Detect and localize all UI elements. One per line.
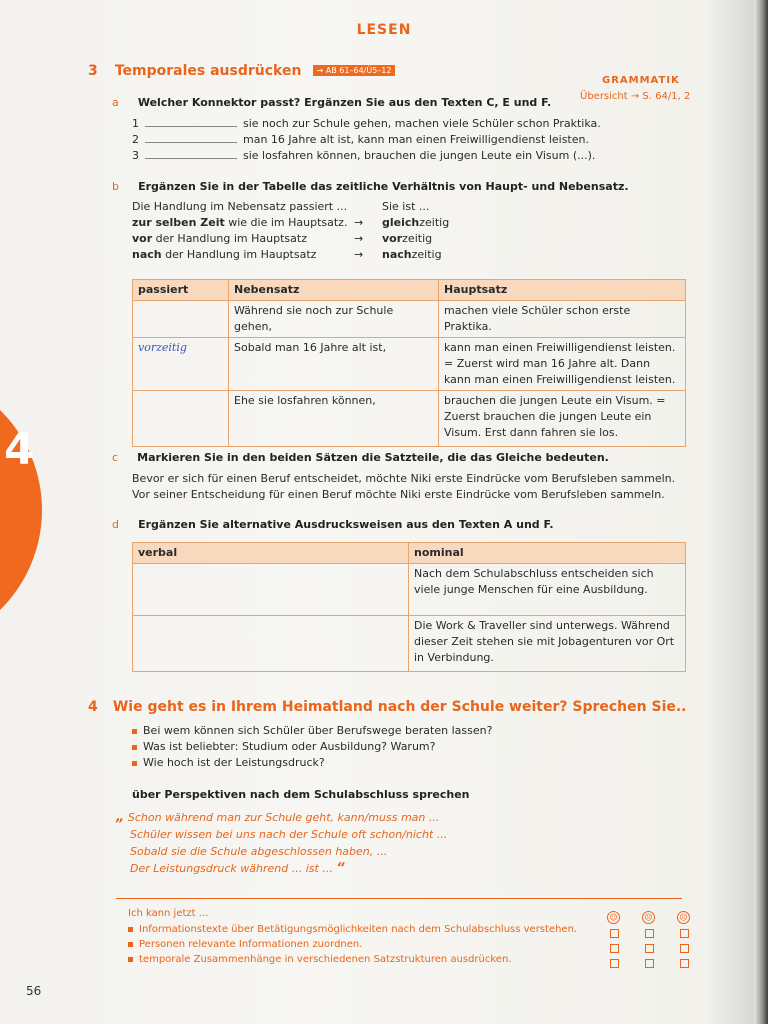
sentence-1[interactable]: Bevor er sich für einen Beruf entscheidet, möchte Niki erste Eindrücke vom Berufsleben sammeln. — [132, 472, 676, 485]
verbal-cell[interactable] — [133, 616, 409, 672]
page-number: 56 — [26, 984, 42, 998]
table-row — [133, 616, 686, 672]
verbal-nominal-table — [132, 542, 686, 672]
gap-blank[interactable] — [145, 117, 237, 127]
gap-item-2: 2 man 16 Jahre alt ist, kann man einen Freiwilligendienst leisten. — [132, 133, 589, 146]
grammar-ref: Übersicht → S. 64/1, 2 — [580, 91, 691, 102]
table-row — [133, 301, 686, 338]
gap-item-1: 1 sie noch zur Schule gehen, machen viele Schüler schon Praktika. — [132, 117, 601, 130]
can-do-intro: Ich kann jetzt ... — [128, 908, 209, 919]
exercise-a — [112, 91, 551, 110]
nebensatz-cell: Sobald man 16 Jahre alt ist, — [229, 338, 439, 391]
temporal-table — [132, 279, 686, 447]
checkbox[interactable] — [680, 944, 689, 953]
checkbox[interactable] — [645, 944, 654, 953]
quote-open-icon: „ — [116, 810, 125, 825]
list-item: Was ist beliebter: Studium oder Ausbildung? Warum? — [132, 739, 492, 755]
passiert-cell[interactable] — [133, 391, 229, 447]
checkbox[interactable] — [645, 959, 654, 968]
checkbox[interactable] — [610, 959, 619, 968]
list-item: temporale Zusammenhänge in verschiedenen Satzstrukturen ausdrücken. — [128, 952, 598, 967]
grammar-label: GRAMMATIK — [602, 75, 680, 86]
hauptsatz-cell: brauchen die jungen Leute ein Visum. = Zuerst brauchen die jungen Leute ein Visum. Erst dann fahren sie los. — [439, 391, 686, 447]
table-row — [133, 391, 686, 447]
neutral-face-icon: ☹ — [642, 911, 655, 924]
can-do-divider — [116, 898, 682, 899]
exercise-d: d Ergänzen Sie alternative Ausdrucksweisen aus den Texten A und F. — [112, 518, 554, 531]
page-header: LESEN — [356, 22, 412, 38]
quote-close-icon: “ — [336, 861, 345, 876]
exercise-c: c Markieren Sie in den beiden Sätzen die Satzteile, die das Gleiche bedeuten. — [112, 451, 609, 464]
passiert-cell[interactable] — [133, 338, 229, 391]
checkbox[interactable] — [680, 959, 689, 968]
section-4-heading — [88, 696, 687, 715]
nebensatz-cell: Ehe sie losfahren können, — [229, 391, 439, 447]
section-number: 4 — [88, 699, 98, 715]
sentence-2[interactable]: Vor seiner Entscheidung für einen Beruf möchte Niki erste Eindrücke vom Berufsleben sammeln. — [132, 488, 665, 501]
nebensatz-cell: Während sie noch zur Schule gehen, — [229, 301, 439, 338]
exercise-letter: a — [112, 96, 119, 109]
handwritten-answer: vorzeitig — [138, 341, 187, 354]
col-header: passiert — [133, 280, 229, 301]
section-title: Wie geht es in Ihrem Heimatland nach der Schule weiter? Sprechen Sie.. — [112, 699, 687, 715]
col-header: Nebensatz — [229, 280, 439, 301]
happy-face-icon: ☺ — [607, 911, 620, 924]
checkbox[interactable] — [610, 944, 619, 953]
list-item: Wie hoch ist der Leistungsdruck? — [132, 755, 492, 771]
can-do-list — [128, 922, 598, 967]
checkbox[interactable] — [680, 929, 689, 938]
sad-face-icon: ☹ — [677, 911, 690, 924]
gap-blank[interactable] — [145, 149, 237, 159]
hauptsatz-cell: machen viele Schüler schon erste Praktika. — [439, 301, 686, 338]
col-header: Hauptsatz — [439, 280, 686, 301]
relation-explanation: Die Handlung im Nebensatz passiert ... Sie ist ... zur selben Zeit wie die im Hauptsatz. → gleichzeitig vor der Handlung im Hauptsatz → vorzeitig nach der Handlung im Hauptsatz → nachzeitig — [132, 200, 450, 261]
workbook-ref-badge: → AB 61–64/Ü5–12 — [313, 65, 396, 76]
checkbox[interactable] — [610, 929, 619, 938]
chapter-number: 4 — [4, 424, 35, 475]
phrases-title: über Perspektiven nach dem Schulabschluss sprechen — [132, 788, 470, 801]
list-item: Bei wem können sich Schüler über Berufswege beraten lassen? — [132, 723, 492, 739]
checkbox[interactable] — [645, 929, 654, 938]
exercise-instruction: Welcher Konnektor passt? Ergänzen Sie aus den Texten C, E und F. — [137, 96, 552, 109]
list-item: Informationstexte über Betätigungsmöglichkeiten nach dem Schulabschluss verstehen. — [128, 922, 598, 937]
col-header: verbal — [133, 543, 409, 564]
gap-item-3: 3 sie losfahren können, brauchen die jungen Leute ein Visum (...). — [132, 149, 596, 162]
section-number: 3 — [88, 63, 98, 79]
section-title: Temporales ausdrücken — [114, 63, 302, 79]
discussion-bullets — [132, 723, 492, 771]
verbal-cell[interactable] — [133, 564, 409, 616]
col-header: nominal — [409, 543, 686, 564]
smiley-row — [596, 905, 701, 924]
gap-blank[interactable] — [145, 133, 237, 143]
exercise-b: b Ergänzen Sie in der Tabelle das zeitliche Verhältnis von Haupt- und Nebensatz. — [112, 180, 629, 193]
passiert-cell[interactable] — [133, 301, 229, 338]
table-row — [133, 338, 686, 391]
self-assessment-checkboxes — [597, 925, 702, 970]
list-item: Personen relevante Informationen zuordnen. — [128, 937, 598, 952]
table-row — [133, 564, 686, 616]
nominal-cell: Die Work & Traveller sind unterwegs. Während dieser Zeit stehen sie mit Jobagenturen vor Ort in Verbindung. — [409, 616, 686, 672]
nominal-cell: Nach dem Schulabschluss entscheiden sich viele junge Menschen für eine Ausbildung. — [409, 564, 686, 616]
phrases-block: „ Schon während man zur Schule geht, kann/muss man ... Schüler wissen bei uns nach der Schule oft schon/nicht ... Sobald sie die Schule abgeschlossen haben, ... Der Leistungsdruck während ... ist ... “ — [116, 810, 448, 876]
section-3-heading — [88, 60, 395, 79]
hauptsatz-cell: kann man einen Freiwilligendienst leisten. = Zuerst wird man 16 Jahre alt. Dann kann man einen Freiwilligendienst leisten. — [439, 338, 686, 391]
book-spine — [754, 0, 768, 1024]
